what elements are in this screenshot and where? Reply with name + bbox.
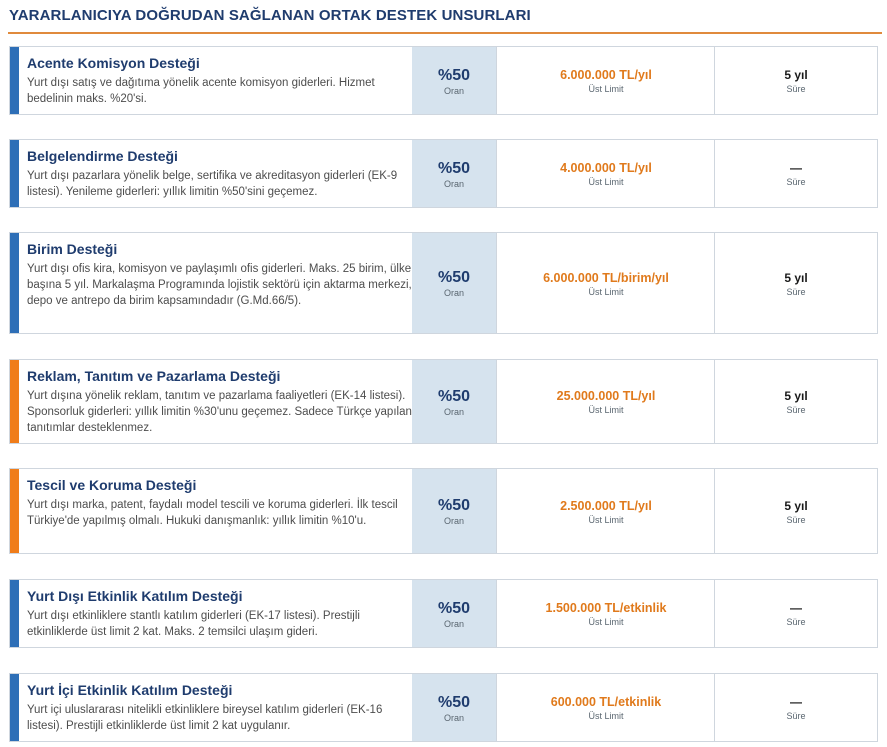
support-card-belgelendirme bbox=[9, 139, 878, 208]
card-accent-bar bbox=[10, 360, 19, 443]
card-description-cell bbox=[27, 360, 412, 443]
support-card-tescil-koruma bbox=[9, 468, 878, 554]
card-description-cell bbox=[27, 47, 412, 114]
duration-cell bbox=[714, 674, 877, 741]
limit-caption: Üst Limit bbox=[588, 405, 624, 415]
card-description: Yurt dışı ofis kira, komisyon ve paylaşımlı ofis giderleri. Maks. 25 birim, ülke başına 5 yıl. Markalaşma Programında lojistik sektörü için aktarma merkezi, depo ve antrepo da birim kapsamındadır (G.Md.66/5). bbox=[27, 263, 412, 307]
card-description: Yurt dışı etkinliklere stantlı katılım giderleri (EK-17 listesi). Prestijli etkinliklerde üst limit 2 kat. Maks. 2 temsilci ulaşım gideri. bbox=[27, 610, 360, 638]
card-description-cell bbox=[27, 233, 412, 333]
limit-caption: Üst Limit bbox=[588, 711, 624, 721]
card-description: Yurt dışı pazarlara yönelik belge, sertifika ve akreditasyon giderleri (EK-9 listesi). Yenileme giderleri: yıllık limitin %50'sini geçemez. bbox=[27, 170, 398, 198]
limit-caption: Üst Limit bbox=[588, 617, 624, 627]
support-card-yurt-ici-etkinlik bbox=[9, 673, 878, 742]
rate-value: %50 bbox=[437, 387, 471, 405]
card-title: Tescil ve Koruma Desteği bbox=[27, 477, 197, 493]
rate-cell bbox=[412, 580, 496, 647]
rate-caption: Oran bbox=[443, 712, 464, 723]
duration-caption: Süre bbox=[786, 84, 806, 94]
card-accent-bar bbox=[10, 469, 19, 553]
card-accent-bar bbox=[10, 580, 19, 647]
rate-value: %50 bbox=[437, 269, 471, 286]
rate-caption: Oran bbox=[443, 178, 464, 189]
card-accent-bar bbox=[10, 674, 19, 741]
duration-value: 5 yıl bbox=[784, 389, 808, 403]
rate-cell bbox=[412, 47, 496, 114]
support-card-yurt-disi-etkinlik bbox=[9, 579, 878, 648]
rate-caption: Oran bbox=[443, 406, 464, 417]
duration-value: — bbox=[790, 601, 802, 615]
card-accent-bar bbox=[10, 47, 19, 114]
card-accent-bar bbox=[10, 233, 19, 333]
limit-cell bbox=[496, 674, 715, 741]
card-title: Acente Komisyon Desteği bbox=[27, 55, 200, 71]
rate-caption: Oran bbox=[443, 288, 464, 298]
duration-cell bbox=[714, 360, 877, 443]
limit-value: 2.500.000 TL/yıl bbox=[560, 498, 652, 513]
card-title: Yurt İçi Etkinlik Katılım Desteği bbox=[27, 682, 233, 698]
rate-caption: Oran bbox=[443, 618, 464, 629]
limit-cell bbox=[496, 233, 715, 333]
card-title: Reklam, Tanıtım ve Pazarlama Desteği bbox=[27, 368, 281, 384]
duration-value: — bbox=[790, 695, 802, 709]
card-description: Yurt dışı satış ve dağıtıma yönelik acente komisyon giderleri. Hizmet bedelinin maks. %20'si. bbox=[27, 77, 375, 105]
support-card-reklam-tanitim bbox=[9, 359, 878, 444]
duration-cell bbox=[714, 233, 877, 333]
duration-cell bbox=[714, 140, 877, 207]
support-card-birim bbox=[9, 232, 878, 334]
duration-caption: Süre bbox=[786, 514, 806, 525]
card-description-cell bbox=[27, 674, 412, 741]
rate-cell bbox=[412, 140, 496, 207]
rate-caption: Oran bbox=[443, 85, 464, 96]
rate-value: %50 bbox=[437, 693, 471, 711]
limit-caption: Üst Limit bbox=[588, 177, 624, 187]
limit-caption: Üst Limit bbox=[588, 514, 624, 525]
limit-caption: Üst Limit bbox=[588, 286, 624, 297]
rate-cell bbox=[412, 469, 496, 553]
limit-cell bbox=[496, 580, 715, 647]
duration-caption: Süre bbox=[786, 617, 806, 627]
limit-value: 1.500.000 TL/etkinlik bbox=[545, 601, 667, 615]
duration-value: 5 yıl bbox=[784, 68, 808, 82]
card-title: Yurt Dışı Etkinlik Katılım Desteği bbox=[27, 588, 243, 604]
page-title: YARARLANICIYA DOĞRUDAN SAĞLANAN ORTAK DESTEK UNSURLARI bbox=[9, 7, 531, 24]
limit-value: 25.000.000 TL/yıl bbox=[556, 389, 656, 403]
card-title: Birim Desteği bbox=[27, 241, 118, 257]
rate-value: %50 bbox=[437, 599, 471, 617]
limit-cell bbox=[496, 360, 715, 443]
title-divider bbox=[8, 32, 882, 34]
card-description: Yurt dışına yönelik reklam, tanıtım ve pazarlama faaliyetleri (EK-14 listesi). Sponsorluk giderleri: yıllık limitin %30'unu geçemez. Sadece Türkçe yapılan tanıtımlar desteklenmez. bbox=[27, 390, 412, 434]
duration-cell bbox=[714, 469, 877, 553]
limit-value: 6.000.000 TL/birim/yıl bbox=[543, 270, 669, 285]
support-card-acente-komisyon bbox=[9, 46, 878, 115]
duration-caption: Süre bbox=[786, 711, 806, 721]
card-description-cell bbox=[27, 469, 412, 553]
card-description: Yurt dışı marka, patent, faydalı model tescili ve koruma giderleri. İlk tescil Türkiye'de yapılmış olmalı. Hukuki danışmanlık: yıllık limitin %10'u. bbox=[27, 499, 398, 527]
limit-cell bbox=[496, 47, 715, 114]
limit-value: 600.000 TL/etkinlik bbox=[550, 695, 662, 709]
duration-value: — bbox=[790, 161, 802, 175]
duration-caption: Süre bbox=[786, 286, 806, 297]
limit-value: 4.000.000 TL/yıl bbox=[560, 161, 652, 175]
duration-value: 5 yıl bbox=[784, 498, 808, 513]
rate-cell bbox=[412, 674, 496, 741]
card-description-cell bbox=[27, 580, 412, 647]
limit-cell bbox=[496, 469, 715, 553]
card-title: Belgelendirme Desteği bbox=[27, 148, 178, 164]
card-description-cell bbox=[27, 140, 412, 207]
rate-caption: Oran bbox=[443, 516, 464, 526]
duration-caption: Süre bbox=[786, 405, 806, 415]
duration-caption: Süre bbox=[786, 177, 806, 187]
rate-value: %50 bbox=[437, 159, 471, 177]
duration-cell bbox=[714, 580, 877, 647]
rate-value: %50 bbox=[437, 497, 471, 514]
rate-cell bbox=[412, 233, 496, 333]
duration-cell bbox=[714, 47, 877, 114]
rate-value: %50 bbox=[437, 66, 471, 84]
limit-value: 6.000.000 TL/yıl bbox=[560, 68, 652, 82]
duration-value: 5 yıl bbox=[784, 270, 808, 285]
limit-cell bbox=[496, 140, 715, 207]
rate-cell bbox=[412, 360, 496, 443]
card-accent-bar bbox=[10, 140, 19, 207]
card-description: Yurt içi uluslararası nitelikli etkinliklere bireysel katılım giderleri (EK-16 listesi). Prestijli etkinliklerde üst limit 2 kat uygulanır. bbox=[27, 704, 383, 732]
limit-caption: Üst Limit bbox=[588, 84, 624, 94]
